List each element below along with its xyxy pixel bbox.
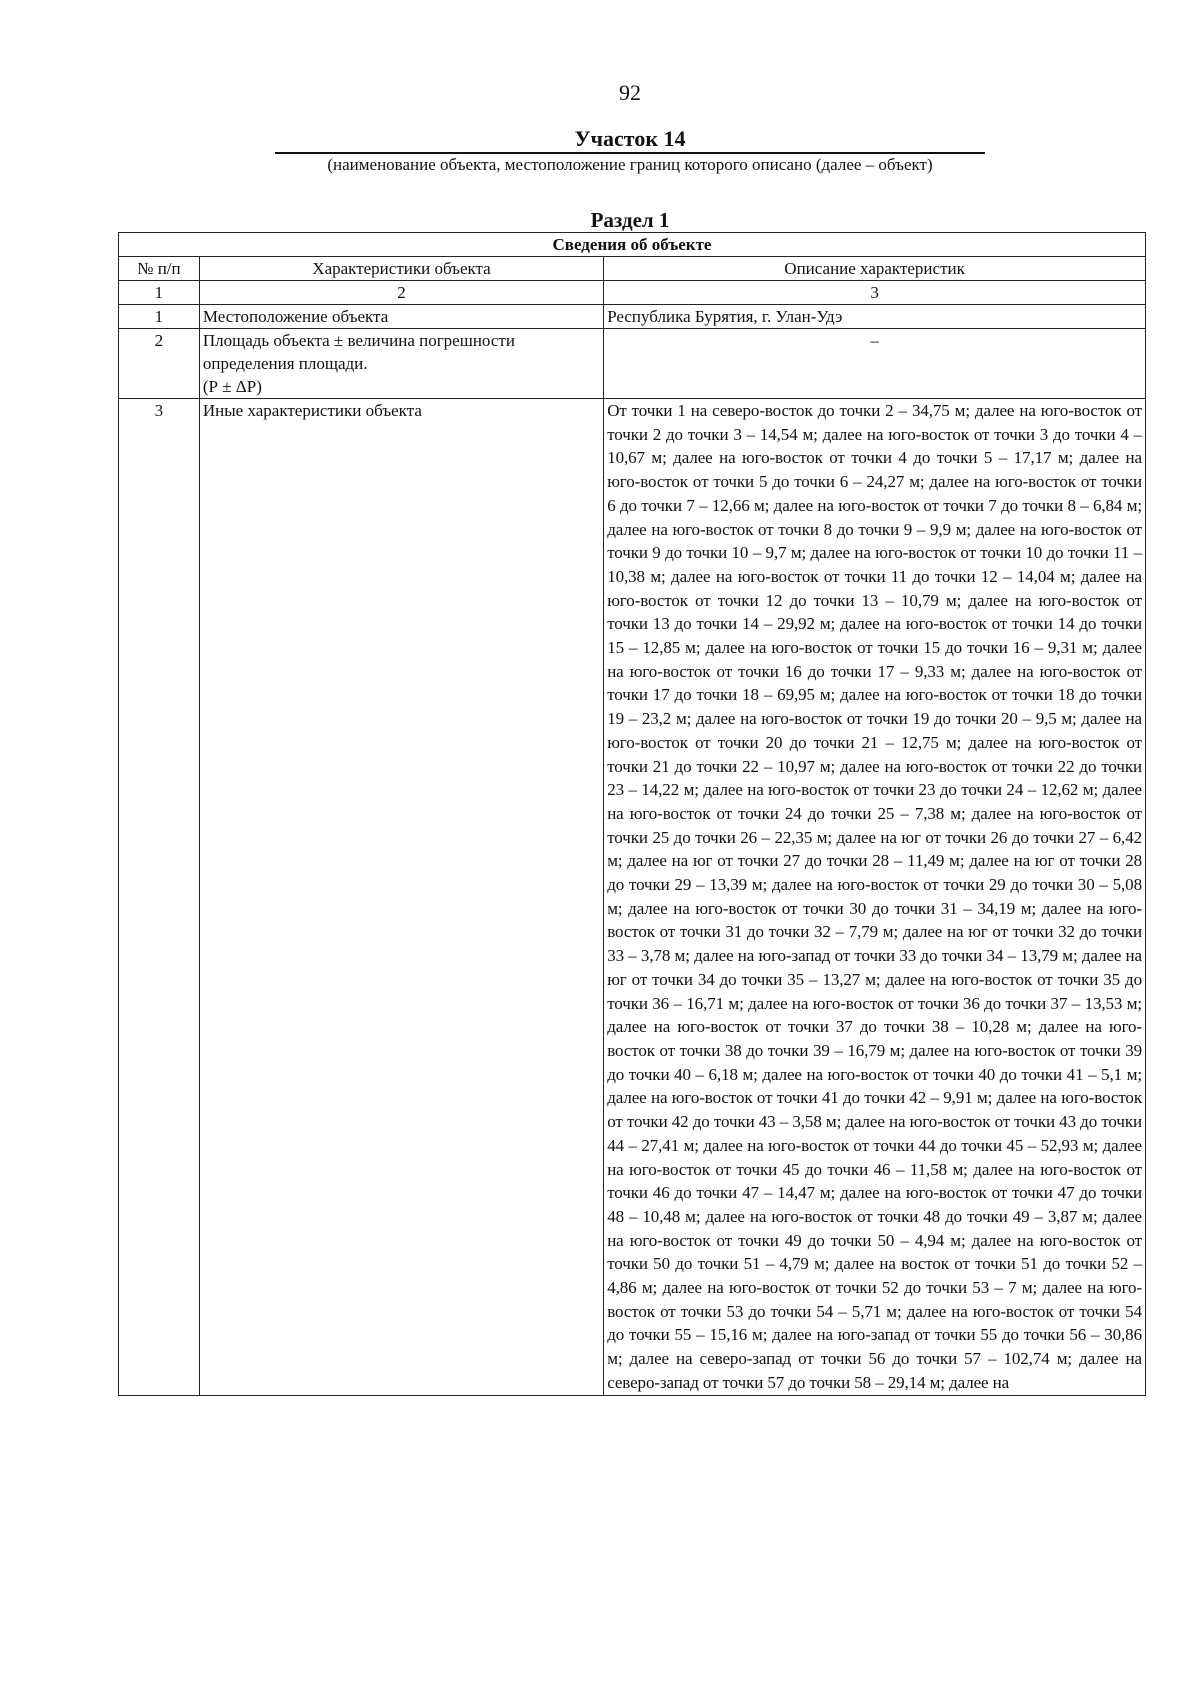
table-row	[119, 305, 1146, 329]
row-characteristic: Иные характеристики объекта	[199, 399, 603, 1396]
object-subtitle: (наименование объекта, местоположение границ которого описано (далее – объект)	[327, 155, 933, 174]
row-number: 2	[119, 329, 200, 399]
table-caption-row	[119, 233, 1146, 257]
row-characteristic	[199, 329, 603, 399]
row-description: Республика Бурятия, г. Улан-Удэ	[604, 305, 1146, 329]
row-characteristic: Местоположение объекта	[199, 305, 603, 329]
table-header-row	[119, 257, 1146, 281]
table-row	[119, 329, 1146, 399]
title-underline	[275, 152, 985, 154]
object-title: Участок 14	[574, 126, 686, 151]
header-characteristic: Характеристики объекта	[199, 257, 603, 281]
column-number: 3	[604, 281, 1146, 305]
column-number: 1	[119, 281, 200, 305]
column-number-row	[119, 281, 1146, 305]
header-number: № п/п	[119, 257, 200, 281]
page-number: 92	[619, 80, 641, 105]
row-characteristic-text: Площадь объекта ± величина погрешности определения площади.	[202, 331, 515, 373]
row-number: 1	[119, 305, 200, 329]
column-number: 2	[199, 281, 603, 305]
row-characteristic-formula: (Р ± ΔР)	[202, 377, 262, 396]
section-title: Раздел 1	[590, 208, 670, 232]
table-caption: Сведения об объекте	[119, 233, 1146, 257]
table-row	[119, 399, 1146, 1396]
row-description: –	[604, 329, 1146, 399]
object-info-table	[118, 232, 1146, 1396]
header-description: Описание характеристик	[604, 257, 1146, 281]
row-number: 3	[119, 399, 200, 1396]
row-description: От точки 1 на северо-восток до точки 2 – 34,75 м; далее на юго-восток от точки 2 до точки 3 – 14,54 м; далее на юго-восток от точки 3 до точки 4 – 10,67 м; далее на юго-восток от точки 4 до точки 5 – 17,17 м; далее на юго-восток от точки 5 до точки 6 – 24,27 м; далее на юго-восток от точки 6 до точки 7 – 12,66 м; далее на юго-восток от точки 7 до точки 8 – 6,84 м; далее на юго-восток от точки 8 до точки 9 – 9,9 м; далее на юго-восток от точки 9 до точки 10 – 9,7 м; далее на юго-восток от точки 10 до точки 11 – 10,38 м; далее на юго-восток от точки 11 до точки 12 – 14,04 м; далее на юго-восток от точки 12 до точки 13 – 10,79 м; далее на юго-восток от точки 13 до точки 14 – 29,92 м; далее на юго-восток от точки 14 до точки 15 – 12,85 м; далее на юго-восток от точки 15 до точки 16 – 9,31 м; далее на юго-восток от точки 16 до точки 17 – 9,33 м; далее на юго-восток от точки 17 до точки 18 – 69,95 м; далее на юго-восток от точки 18 до точки 19 – 23,2 м; далее на юго-восток от точки 19 до точки 20 – 9,5 м; далее на юго-восток от точки 20 до точки 21 – 12,75 м; далее на юго-восток от точки 21 до точки 22 – 10,97 м; далее на юго-восток от точки 22 до точки 23 – 14,22 м; далее на юго-восток от точки 23 до точки 24 – 12,62 м; далее на юго-восток от точки 24 до точки 25 – 7,38 м; далее на юго-восток от точки 25 до точки 26 – 22,35 м; далее на юг от точки 26 до точки 27 – 6,42 м; далее на юг от точки 27 до точки 28 – 11,49 м; далее на юг от точки 28 до точки 29 – 13,39 м; далее на юго-восток от точки 29 до точки 30 – 5,08 м; далее на юго-восток от точки 30 до точки 31 – 34,19 м; далее на юго-восток от точки 31 до точки 32 – 7,79 м; далее на юг от точки 32 до точки 33 – 3,78 м; далее на юго-запад от точки 33 до точки 34 – 13,79 м; далее на юг от точки 34 до точки 35 – 13,27 м; далее на юго-восток от точки 35 до точки 36 – 16,71 м; далее на юго-восток от точки 36 до точки 37 – 13,53 м; далее на юго-восток от точки 37 до точки 38 – 10,28 м; далее на юго-восток от точки 38 до точки 39 – 16,79 м; далее на юго-восток от точки 39 до точки 40 – 6,18 м; далее на юго-восток от точки 40 до точки 41 – 5,1 м; далее на юго-восток от точки 41 до точки 42 – 9,91 м; далее на юго-восток от точки 42 до точки 43 – 3,58 м; далее на юго-восток от точки 43 до точки 44 – 27,41 м; далее на юго-восток от точки 44 до точки 45 – 52,93 м; далее на юго-восток от точки 45 до точки 46 – 11,58 м; далее на юго-восток от точки 46 до точки 47 – 14,47 м; далее на юго-восток от точки 47 до точки 48 – 10,48 м; далее на юго-восток от точки 48 до точки 49 – 3,87 м; далее на юго-восток от точки 49 до точки 50 – 4,94 м; далее на юго-восток от точки 50 до точки 51 – 4,79 м; далее на восток от точки 51 до точки 52 – 4,86 м; далее на юго-восток от точки 52 до точки 53 – 7 м; далее на юго-восток от точки 53 до точки 54 – 5,71 м; далее на юго-восток от точки 54 до точки 55 – 15,16 м; далее на юго-запад от точки 55 до точки 56 – 30,86 м; далее на северо-запад от точки 56 до точки 57 – 102,74 м; далее на северо-запад от точки 57 до точки 58 – 29,14 м; далее на	[604, 399, 1146, 1396]
object-title-block	[275, 127, 985, 151]
